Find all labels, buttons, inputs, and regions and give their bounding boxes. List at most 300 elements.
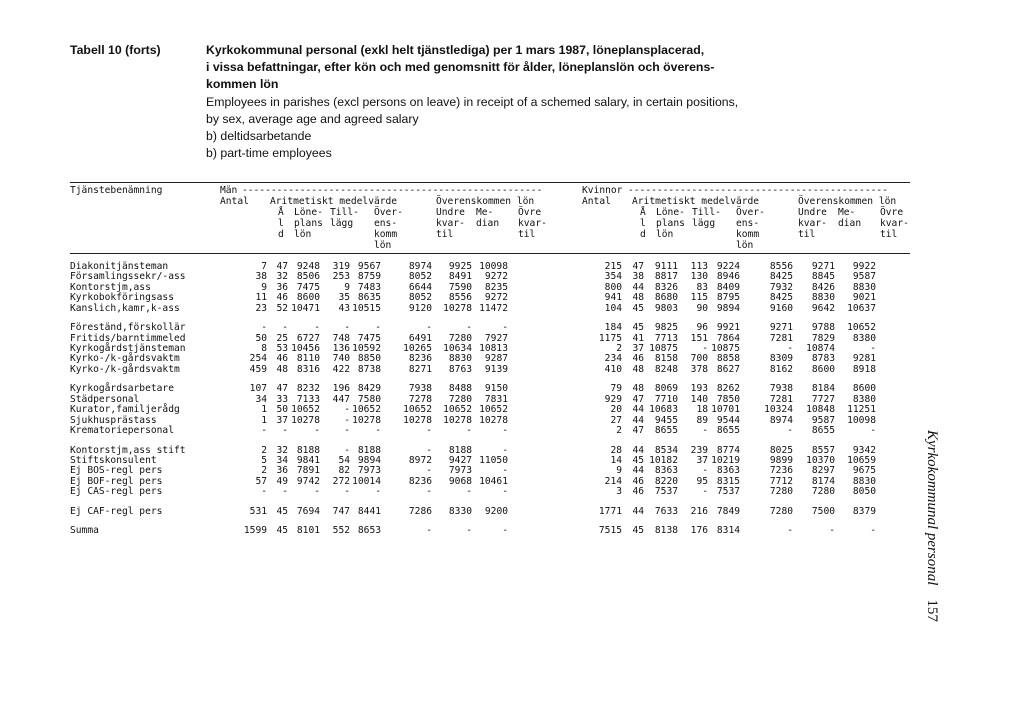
table-row-label: Stiftskonsulent xyxy=(70,455,157,466)
men-cell: - xyxy=(344,404,350,416)
men-cell: 35 xyxy=(338,292,350,304)
women-planned-salary-header: Löne- xyxy=(656,207,685,218)
men-cell: 8429 xyxy=(357,383,381,395)
women-cell: 89 xyxy=(696,414,708,426)
women-cell: 8380 xyxy=(852,393,876,405)
men-cell: 10652 xyxy=(291,404,320,416)
running-title: Kyrkokommunal personal xyxy=(924,430,940,586)
women-cell: 8184 xyxy=(811,383,835,395)
men-cell: 43 xyxy=(338,302,350,314)
men-cell: - xyxy=(502,486,508,498)
men-cell: 740 xyxy=(332,353,350,365)
table-row-label: Ej CAS-regl pers xyxy=(70,486,163,498)
men-cell: 8 xyxy=(261,343,267,354)
women-cell: 9642 xyxy=(811,302,835,314)
table-top-rule xyxy=(70,182,910,183)
women-cell: 9825 xyxy=(654,322,678,334)
men-cell: 2 xyxy=(261,444,267,456)
women-cell: 38 xyxy=(632,271,644,283)
women-cell: 140 xyxy=(690,393,708,405)
women-cell: 234 xyxy=(604,353,622,365)
women-cell: 10659 xyxy=(847,455,876,466)
women-cell: 46 xyxy=(632,353,644,365)
women-supplement-header: Till- xyxy=(692,207,721,218)
men-cell: 8600 xyxy=(296,292,320,304)
women-cell: 8363 xyxy=(716,465,740,477)
men-cell: 49 xyxy=(276,475,288,487)
table-row-label: Kyrko-/k-gårdsvaktm xyxy=(70,353,180,365)
table-row-label: Krematoriepersonal xyxy=(70,425,174,436)
women-agreed-salary-header: ens- xyxy=(736,218,760,229)
women-cell: 9021 xyxy=(852,292,876,304)
men-cell: - xyxy=(466,525,472,537)
women-lower-quartile-header: Undre xyxy=(798,207,827,218)
men-cell: 5 xyxy=(261,455,267,466)
women-group-rule: --------------------------------------------- xyxy=(628,185,888,196)
men-cell: - xyxy=(314,425,320,436)
men-cell: - xyxy=(426,525,432,537)
women-cell: 215 xyxy=(604,261,622,272)
table-row-label: Summa xyxy=(70,525,99,537)
men-cell: 8188 xyxy=(448,444,472,456)
men-cell: 47 xyxy=(276,383,288,395)
women-cell: 8830 xyxy=(811,292,835,304)
women-cell: 47 xyxy=(632,261,644,272)
men-cell: 8110 xyxy=(296,353,320,365)
women-cell: 8845 xyxy=(811,271,835,283)
men-group-label: Män xyxy=(220,185,238,196)
men-cell: 7973 xyxy=(357,465,381,477)
women-cell: 18 xyxy=(696,404,708,416)
women-cell: 8050 xyxy=(852,486,876,498)
caption-subtitle-en: b) part-time employees xyxy=(206,146,332,161)
women-cell: 95 xyxy=(696,475,708,487)
men-cell: 1 xyxy=(261,414,267,426)
caption-english-2: by sex, average age and agreed salary xyxy=(206,111,419,126)
women-cell: 28 xyxy=(610,444,622,456)
women-cell: 10874 xyxy=(806,343,835,354)
men-cell: 7475 xyxy=(357,332,381,344)
men-cell: - xyxy=(261,486,267,498)
men-cell: 7938 xyxy=(408,383,432,395)
table-row-label: Föreständ,förskollär xyxy=(70,322,186,334)
men-cell: 8330 xyxy=(448,505,472,517)
men-cell: 7133 xyxy=(296,393,320,405)
men-cell: 10278 xyxy=(291,414,320,426)
women-cell: 48 xyxy=(632,363,644,375)
table-row-label: Ej BOF-regl pers xyxy=(70,475,163,487)
men-cell: 10652 xyxy=(403,404,432,416)
women-cell: - xyxy=(787,525,793,537)
men-cell: 7280 xyxy=(448,332,472,344)
men-cell: 9272 xyxy=(484,271,508,283)
men-planned-salary-header: Löne- xyxy=(294,207,323,218)
table-row-label: Ej CAF-regl pers xyxy=(70,505,163,517)
women-cell: 10324 xyxy=(764,404,793,416)
women-cell: 46 xyxy=(632,475,644,487)
men-cell: 10652 xyxy=(352,404,381,416)
men-cell: 46 xyxy=(276,353,288,365)
women-cell: 10875 xyxy=(649,343,678,354)
women-cell: 9587 xyxy=(811,414,835,426)
women-cell: 9224 xyxy=(716,261,740,272)
women-cell: 7280 xyxy=(811,486,835,498)
women-upper-quartile-header: Övre xyxy=(880,207,904,218)
women-cell: 8363 xyxy=(654,465,678,477)
table-row-label: Församlingssekr/-ass xyxy=(70,271,186,283)
men-cell: 34 xyxy=(276,455,288,466)
women-cell: 9894 xyxy=(716,302,740,314)
women-cell: 45 xyxy=(632,455,644,466)
men-cell: - xyxy=(502,425,508,436)
men-cell: 11 xyxy=(255,292,267,304)
men-cell: 11472 xyxy=(479,302,508,314)
men-cell: - xyxy=(344,444,350,456)
men-cell: 8972 xyxy=(408,455,432,466)
men-cell: - xyxy=(466,322,472,334)
men-cell: - xyxy=(375,486,381,498)
men-cell: 7 xyxy=(261,261,267,272)
table-row-label: Kontorstjm,ass stift xyxy=(70,444,186,456)
men-supplement-header: Till- xyxy=(330,207,359,218)
women-cell: 1771 xyxy=(598,505,622,517)
women-cell: - xyxy=(702,465,708,477)
men-cell: 10278 xyxy=(443,302,472,314)
men-cell: 8232 xyxy=(296,383,320,395)
women-group-label: Kvinnor xyxy=(582,185,623,196)
men-cell: 10471 xyxy=(291,302,320,314)
men-cell: 6644 xyxy=(408,281,432,293)
women-age-header: l xyxy=(640,218,646,229)
women-cell: 8379 xyxy=(852,505,876,517)
men-cell: 7278 xyxy=(408,393,432,405)
running-footer xyxy=(923,430,940,710)
men-cell: - xyxy=(502,322,508,334)
men-cell: - xyxy=(426,465,432,477)
women-cell: 44 xyxy=(632,465,644,477)
table-row-label: Kyrko-/k-gårdsvaktm xyxy=(70,363,180,375)
men-median-header: Me- xyxy=(476,207,494,218)
men-cell: 7694 xyxy=(296,505,320,517)
page-number: 157 xyxy=(924,599,940,622)
women-cell: 8655 xyxy=(716,425,740,436)
women-cell: 7500 xyxy=(811,505,835,517)
men-cell: 54 xyxy=(338,455,350,466)
men-cell: 8556 xyxy=(448,292,472,304)
women-cell: 8795 xyxy=(716,292,740,304)
men-cell: 8830 xyxy=(448,353,472,365)
men-planned-salary-header: plans xyxy=(294,218,323,229)
women-cell: 10652 xyxy=(847,322,876,334)
women-lower-quartile-header: kvar- xyxy=(798,218,827,229)
men-cell: - xyxy=(282,322,288,334)
caption-swedish-2: i vissa befattningar, efter kön och med genomsnitt för ålder, löneplanslön och överens- xyxy=(206,60,715,75)
women-cell: 7932 xyxy=(769,281,793,293)
men-planned-salary-header: lön xyxy=(294,229,312,240)
men-cell: 1 xyxy=(261,404,267,416)
men-cell: 10592 xyxy=(352,343,381,354)
men-cell: 50 xyxy=(276,404,288,416)
women-cell: 46 xyxy=(632,486,644,498)
men-cell: 10515 xyxy=(352,302,381,314)
men-cell: - xyxy=(344,322,350,334)
women-cell: 9281 xyxy=(852,353,876,365)
men-cell: 38 xyxy=(255,271,267,283)
men-cell: 23 xyxy=(255,302,267,314)
women-cell: 7864 xyxy=(716,332,740,344)
women-cell: 8774 xyxy=(716,444,740,456)
men-cell: 10265 xyxy=(403,343,432,354)
men-cell: 9120 xyxy=(408,302,432,314)
women-cell: 9455 xyxy=(654,414,678,426)
women-cell: 83 xyxy=(696,281,708,293)
women-cell: 800 xyxy=(604,281,622,293)
men-cell: 196 xyxy=(332,383,350,395)
men-upper-quartile-header: til xyxy=(518,229,536,240)
men-cell: 10014 xyxy=(352,475,381,487)
men-cell: 8271 xyxy=(408,363,432,375)
men-cell: 531 xyxy=(249,505,267,517)
women-cell: 41 xyxy=(632,332,644,344)
women-cell: 8918 xyxy=(852,363,876,375)
women-cell: 8174 xyxy=(811,475,835,487)
women-cell: 7236 xyxy=(769,465,793,477)
women-cell: 176 xyxy=(690,525,708,537)
men-cell: 7280 xyxy=(448,393,472,405)
men-cell: 9567 xyxy=(357,261,381,272)
men-cell: 9200 xyxy=(484,505,508,517)
men-cell: - xyxy=(426,425,432,436)
women-cell: 3 xyxy=(616,486,622,498)
men-cell: 7891 xyxy=(296,465,320,477)
women-cell: 7281 xyxy=(769,332,793,344)
men-cell: 8653 xyxy=(357,525,381,537)
women-cell: 11251 xyxy=(847,404,876,416)
men-cell: 7927 xyxy=(484,332,508,344)
men-agreed-salary-header: ens- xyxy=(374,218,398,229)
women-cell: 9 xyxy=(616,465,622,477)
men-cell: 32 xyxy=(276,444,288,456)
men-cell: 136 xyxy=(332,343,350,354)
women-cell: 37 xyxy=(632,343,644,354)
women-lower-quartile-header: til xyxy=(798,229,816,240)
women-cell: 45 xyxy=(632,302,644,314)
women-cell: 48 xyxy=(632,383,644,395)
men-agreed-salary-header: lön xyxy=(374,240,392,251)
table-row-label: Ej BOS-regl pers xyxy=(70,465,163,477)
women-upper-quartile-header: kvar- xyxy=(880,218,909,229)
women-cell: 104 xyxy=(604,302,622,314)
men-cell: 8974 xyxy=(408,261,432,272)
men-median-header: dian xyxy=(476,218,500,229)
men-cell: 50 xyxy=(255,332,267,344)
men-upper-quartile-header: Övre xyxy=(518,207,542,218)
women-cell: 8557 xyxy=(811,444,835,456)
men-cell: 9272 xyxy=(484,292,508,304)
men-cell: 8236 xyxy=(408,475,432,487)
men-cell: 10278 xyxy=(403,414,432,426)
table-row-label: Kyrkogårdstjänsteman xyxy=(70,343,186,354)
men-cell: - xyxy=(426,322,432,334)
caption-subtitle-sv: b) deltidsarbetande xyxy=(206,129,312,144)
men-cell: 10278 xyxy=(479,414,508,426)
women-cell: 7712 xyxy=(769,475,793,487)
men-cell: 57 xyxy=(255,475,267,487)
women-cell: 700 xyxy=(690,353,708,365)
women-cell: 8248 xyxy=(654,363,678,375)
men-cell: - xyxy=(344,425,350,436)
caption-english-1: Employees in parishes (excl persons on leave) in receipt of a schemed salary, in certain positions, xyxy=(206,94,739,109)
men-cell: 8635 xyxy=(357,292,381,304)
men-cell: 33 xyxy=(276,393,288,405)
women-cell: 14 xyxy=(610,455,622,466)
women-cell: 8314 xyxy=(716,525,740,537)
women-cell: 7280 xyxy=(769,486,793,498)
table-caption xyxy=(206,42,866,162)
men-cell: 48 xyxy=(276,363,288,375)
women-planned-salary-header: lön xyxy=(656,229,674,240)
men-cell: 8052 xyxy=(408,271,432,283)
men-cell: - xyxy=(375,322,381,334)
women-cell: 8534 xyxy=(654,444,678,456)
men-cell: 7580 xyxy=(357,393,381,405)
men-cell: 459 xyxy=(249,363,267,375)
men-agreed-salary-header: komm xyxy=(374,229,398,240)
men-cell: 45 xyxy=(276,505,288,517)
women-cell: 27 xyxy=(610,414,622,426)
women-cell: 8600 xyxy=(811,363,835,375)
women-cell: 10637 xyxy=(847,302,876,314)
women-cell: 44 xyxy=(632,404,644,416)
table-row-label: Kyrkogårdsarbetare xyxy=(70,383,174,395)
women-cell: - xyxy=(702,486,708,498)
women-cell: 44 xyxy=(632,505,644,517)
women-cell: 7829 xyxy=(811,332,835,344)
women-cell: 96 xyxy=(696,322,708,334)
women-cell: 8426 xyxy=(811,281,835,293)
women-cell: - xyxy=(702,343,708,354)
men-cell: - xyxy=(282,486,288,498)
men-cell: - xyxy=(314,486,320,498)
women-cell: - xyxy=(829,525,835,537)
women-cell: 8162 xyxy=(769,363,793,375)
women-cell: 9271 xyxy=(811,261,835,272)
men-cell: 8188 xyxy=(357,444,381,456)
women-cell: 9788 xyxy=(811,322,835,334)
women-cell: - xyxy=(870,525,876,537)
women-cell: 45 xyxy=(632,525,644,537)
women-cell: 8025 xyxy=(769,444,793,456)
table-row-label: Städpersonal xyxy=(70,393,140,405)
men-cell: 253 xyxy=(332,271,350,283)
women-cell: 20 xyxy=(610,404,622,416)
women-cell: 8627 xyxy=(716,363,740,375)
men-cell: 7831 xyxy=(484,393,508,405)
women-cell: 9342 xyxy=(852,444,876,456)
men-cell: - xyxy=(344,486,350,498)
women-agreed-salary-header: lön xyxy=(736,240,754,251)
men-cell: 7973 xyxy=(448,465,472,477)
men-cell: - xyxy=(426,444,432,456)
women-cell: 130 xyxy=(690,271,708,283)
women-cell: 8830 xyxy=(852,281,876,293)
men-cell: 422 xyxy=(332,363,350,375)
women-cell: 8425 xyxy=(769,271,793,283)
women-cell: 7710 xyxy=(654,393,678,405)
men-cell: 10456 xyxy=(291,343,320,354)
women-cell: 8315 xyxy=(716,475,740,487)
men-cell: 8188 xyxy=(296,444,320,456)
men-age-header: l xyxy=(278,218,284,229)
women-cell: 8409 xyxy=(716,281,740,293)
men-cell: 53 xyxy=(276,343,288,354)
men-cell: 8236 xyxy=(408,353,432,365)
men-age-header: d xyxy=(278,229,284,240)
women-cell: 7281 xyxy=(769,393,793,405)
men-cell: 8235 xyxy=(484,281,508,293)
men-cell: 9427 xyxy=(448,455,472,466)
women-cell: 10182 xyxy=(649,455,678,466)
women-cell: 8138 xyxy=(654,525,678,537)
men-cell: 8491 xyxy=(448,271,472,283)
women-cell: 10219 xyxy=(711,455,740,466)
men-cell: 8759 xyxy=(357,271,381,283)
men-cell: 10461 xyxy=(479,475,508,487)
men-cell: 8052 xyxy=(408,292,432,304)
women-cell: 8655 xyxy=(654,425,678,436)
women-cell: 9544 xyxy=(716,414,740,426)
men-cell: 46 xyxy=(276,292,288,304)
men-cell: 9841 xyxy=(296,455,320,466)
men-cell: 10652 xyxy=(479,404,508,416)
women-cell: 8830 xyxy=(852,475,876,487)
women-cell: 7280 xyxy=(769,505,793,517)
women-cell: 8655 xyxy=(811,425,835,436)
men-cell: 7286 xyxy=(408,505,432,517)
men-cell: 52 xyxy=(276,302,288,314)
women-mean-header: Aritmetiskt medelvärde xyxy=(632,196,760,207)
women-cell: 7633 xyxy=(654,505,678,517)
men-cell: 8316 xyxy=(296,363,320,375)
men-agreed-header: Överenskommen lön xyxy=(436,196,535,207)
men-cell: - xyxy=(375,425,381,436)
table-row-label: Sjukhusprästass xyxy=(70,414,157,426)
women-cell: - xyxy=(870,343,876,354)
men-cell: 9248 xyxy=(296,261,320,272)
women-cell: 7850 xyxy=(716,393,740,405)
women-cell: 378 xyxy=(690,363,708,375)
men-cell: 107 xyxy=(249,383,267,395)
men-cell: 10278 xyxy=(443,414,472,426)
men-cell: 447 xyxy=(332,393,350,405)
men-cell: 8441 xyxy=(357,505,381,517)
men-cell: 8763 xyxy=(448,363,472,375)
table-row-label: Kanslich,kamr,k-ass xyxy=(70,302,180,314)
women-cell: 214 xyxy=(604,475,622,487)
men-cell: 8506 xyxy=(296,271,320,283)
men-cell: 9139 xyxy=(484,363,508,375)
men-upper-quartile-header: kvar- xyxy=(518,218,547,229)
men-cell: - xyxy=(502,525,508,537)
men-supplement-header: lägg xyxy=(330,218,354,229)
women-cell: 9803 xyxy=(654,302,678,314)
women-cell: 8069 xyxy=(654,383,678,395)
women-cell: 10848 xyxy=(806,404,835,416)
men-cell: 8488 xyxy=(448,383,472,395)
caption-swedish-3: kommen lön xyxy=(206,77,279,92)
table-row-label: Diakonitjänsteman xyxy=(70,261,169,272)
women-cell: 354 xyxy=(604,271,622,283)
